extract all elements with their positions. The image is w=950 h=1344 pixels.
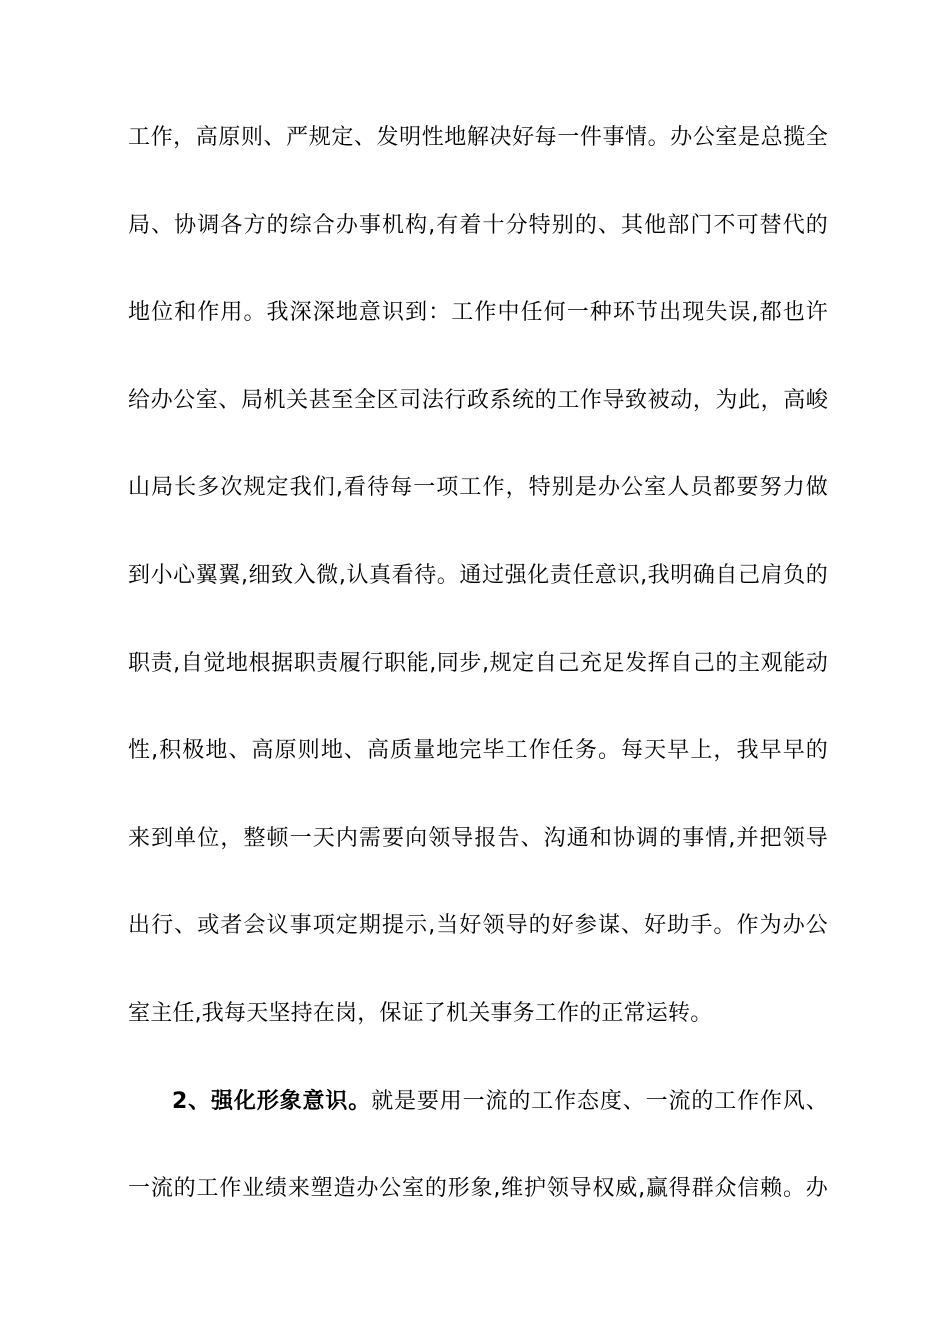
paragraph-line-9: 来到单位，整顿一天内需要向领导报告、沟通和协调的事情,并把领导 bbox=[128, 825, 828, 851]
paragraph-line-1: 工作，高原则、严规定、发明性地解决好每一件事情。办公室是总揽全 bbox=[128, 125, 828, 150]
paragraph-line-4: 给办公室、局机关甚至全区司法行政系统的工作导致被动，为此，高峻 bbox=[128, 387, 828, 413]
paragraph-line-5: 山局长多次规定我们,看待每一项工作，特别是办公室人员都要努力做 bbox=[128, 475, 828, 501]
paragraph-line-8: 性,积极地、高原则地、高质量地完毕工作任务。每天早上，我早早的 bbox=[128, 738, 828, 764]
body-text bbox=[128, 118, 828, 1257]
paragraph-line-6: 到小心翼翼,细致入微,认真看待。通过强化责任意识,我明确自己肩负的 bbox=[128, 562, 828, 588]
paragraph-line-11: 室主任,我每天坚持在岗，保证了机关事务工作的正常运转。 bbox=[128, 1000, 713, 1026]
paragraph-line-2: 局、协调各方的综合办事机构,有着十分特别的、其他部门不可替代的 bbox=[128, 212, 828, 238]
section-2-line-1 bbox=[128, 1082, 828, 1170]
section-2-text: 就是要用一流的工作态度、一流的工作作风、 bbox=[371, 1088, 828, 1114]
paragraph-line-7: 职责,自觉地根据职责履行职能,同步,规定自己充足发挥自己的主观能动 bbox=[128, 650, 828, 676]
paragraph-line-10: 出行、或者会议事项定期提示,当好领导的好参谋、好助手。作为办公 bbox=[128, 913, 828, 939]
section-2-heading: 2、强化形象意识。 bbox=[172, 1088, 372, 1114]
section-2-line-2: 一流的工作业绩来塑造办公室的形象,维护领导权威,赢得群众信赖。办 bbox=[128, 1176, 828, 1202]
paragraph-line-3: 地位和作用。我深深地意识到：工作中任何一种环节出现失误,都也许 bbox=[128, 300, 828, 326]
